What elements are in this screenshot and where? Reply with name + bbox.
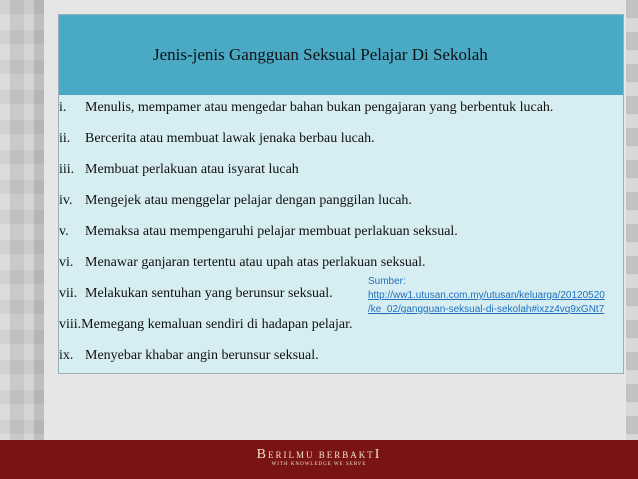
left-decoration	[0, 0, 44, 440]
item-number: iv.	[59, 193, 73, 208]
item-text: Menyebar khabar angin berunsur seksual.	[85, 348, 319, 363]
card-header	[59, 15, 623, 95]
list-item	[59, 100, 553, 116]
source-label: Sumber:	[368, 276, 406, 287]
list-item	[59, 317, 353, 333]
logo-text: ERILMU BERBAKT	[267, 449, 375, 460]
footer-logo	[256, 446, 382, 470]
item-text: Memaksa atau mempengaruhi pelajar membuat perlakuan seksual.	[85, 224, 458, 239]
item-number: vii.	[59, 286, 78, 301]
source-link[interactable]: http://ww1.utusan.com.my/utusan/keluarga/20120520	[368, 290, 605, 301]
source-citation	[368, 275, 605, 317]
item-text: Mengejek atau menggelar pelajar dengan panggilan lucah.	[85, 193, 412, 208]
item-number: viii.	[59, 317, 82, 332]
page-title: Jenis-jenis Gangguan Seksual Pelajar Di Sekolah	[153, 45, 488, 64]
item-text: Bercerita atau membuat lawak jenaka berbau lucah.	[85, 131, 375, 146]
list-item	[59, 162, 299, 178]
item-text: Memegang kemaluan sendiri di hadapan pelajar.	[81, 317, 353, 332]
source-link-continued[interactable]: /ke_02/gangguan-seksual-di-sekolah#ixzz4vq9xGNt7	[368, 304, 605, 315]
footer-bar	[0, 440, 638, 479]
item-text: Melakukan sentuhan yang berunsur seksual.	[85, 286, 333, 301]
item-text: Membuat perlakuan atau isyarat lucah	[85, 162, 299, 177]
item-number: ix.	[59, 348, 74, 363]
item-number: i.	[59, 100, 67, 115]
list-item	[59, 348, 319, 364]
list-item	[59, 255, 426, 271]
list-item	[59, 224, 458, 240]
list-item	[59, 193, 412, 209]
item-number: v.	[59, 224, 69, 239]
item-number: iii.	[59, 162, 75, 177]
item-number: ii.	[59, 131, 71, 146]
logo-letter-right: I	[374, 446, 382, 462]
item-text: Menawar ganjaran tertentu atau upah atas perlakuan seksual.	[85, 255, 426, 270]
list-item	[59, 131, 375, 147]
item-number: vi.	[59, 255, 74, 270]
item-text: Menulis, mempamer atau mengedar bahan bukan pengajaran yang berbentuk lucah.	[85, 100, 554, 115]
list-item	[59, 286, 333, 302]
logo-letter-left: B	[256, 446, 268, 462]
logo-tagline: WITH KNOWLEDGE WE SERVE	[271, 461, 367, 467]
content-card	[58, 14, 624, 374]
right-decoration	[626, 0, 638, 440]
